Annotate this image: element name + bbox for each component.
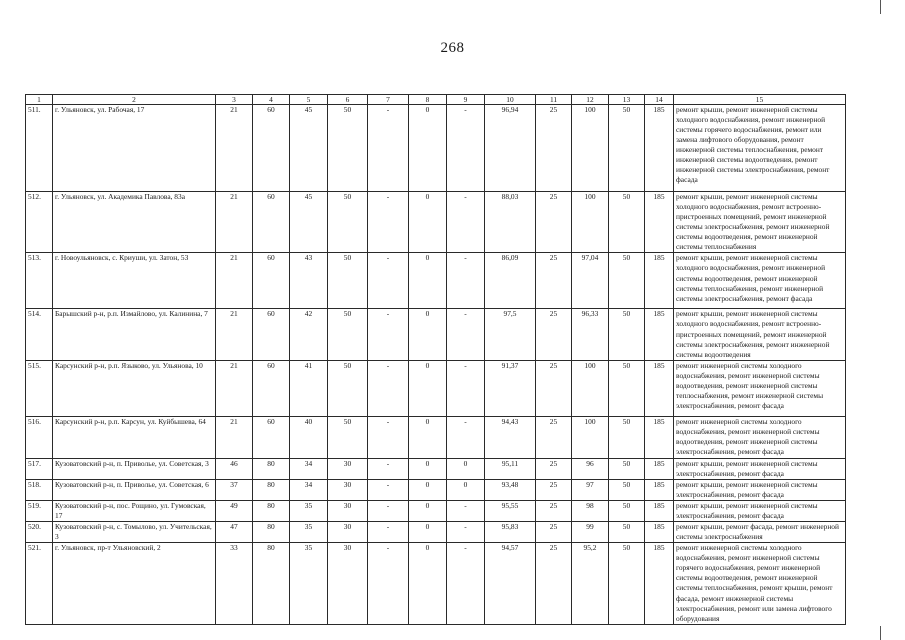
row-number: 515.	[26, 360, 53, 416]
value-cell: 45	[290, 192, 328, 253]
value-cell: 50	[609, 360, 645, 416]
value-cell: 50	[328, 309, 368, 360]
value-cell: 25	[536, 522, 572, 543]
scan-edge-mark	[880, 0, 881, 14]
value-cell: 35	[290, 522, 328, 543]
address-cell: Карсунский р-н, р.п. Языково, ул. Ульянова, 10	[53, 360, 216, 416]
works-cell: ремонт крыши, ремонт инженерной системы холодного водоснабжения, ремонт инженерной системы горячего водоснабжения, ремонт или замена лифтового оборудования, ремонт инженерной системы теплоснабжения, ремонт инженерной системы водоотведения, ремонт инженерной системы электроснабжения, ремонт фасада	[674, 105, 846, 192]
page-number: 268	[440, 40, 465, 56]
value-cell: 0	[409, 500, 447, 521]
value-cell: 25	[536, 105, 572, 192]
column-number-row	[26, 95, 846, 105]
value-cell: 30	[328, 522, 368, 543]
value-cell: 50	[328, 253, 368, 309]
value-cell: 96	[572, 458, 609, 479]
value-cell: 185	[645, 416, 674, 458]
address-cell: Кузоватовский р-н, п. Приволье, ул. Советская, 6	[53, 479, 216, 500]
value-cell: 0	[447, 479, 485, 500]
value-cell: 30	[328, 458, 368, 479]
value-cell: 97,04	[572, 253, 609, 309]
value-cell: 60	[253, 253, 290, 309]
table-row	[26, 543, 846, 625]
value-cell: -	[368, 479, 409, 500]
value-cell: 40	[290, 416, 328, 458]
value-cell: 25	[536, 416, 572, 458]
value-cell: 100	[572, 416, 609, 458]
value-cell: 50	[328, 192, 368, 253]
value-cell: 25	[536, 543, 572, 625]
value-cell: 42	[290, 309, 328, 360]
col-header: 15	[674, 95, 846, 105]
value-cell: 96,94	[485, 105, 536, 192]
value-cell: -	[447, 360, 485, 416]
value-cell: 93,48	[485, 479, 536, 500]
value-cell: 21	[216, 105, 253, 192]
value-cell: 0	[409, 105, 447, 192]
value-cell: 60	[253, 105, 290, 192]
value-cell: 95,2	[572, 543, 609, 625]
col-header: 4	[253, 95, 290, 105]
value-cell: 88,03	[485, 192, 536, 253]
row-number: 521.	[26, 543, 53, 625]
row-number: 513.	[26, 253, 53, 309]
value-cell: 30	[328, 500, 368, 521]
value-cell: 94,43	[485, 416, 536, 458]
address-cell: Кузоватовский р-н, пос. Рощино, ул. Гумовская, 17	[53, 500, 216, 521]
value-cell: -	[368, 543, 409, 625]
value-cell: 100	[572, 192, 609, 253]
address-cell: Барышский р-н, р.п. Измайлово, ул. Калинина, 7	[53, 309, 216, 360]
value-cell: 94,57	[485, 543, 536, 625]
value-cell: 43	[290, 253, 328, 309]
works-cell: ремонт крыши, ремонт инженерной системы электроснабжения, ремонт фасада	[674, 479, 846, 500]
table-row	[26, 458, 846, 479]
row-number: 514.	[26, 309, 53, 360]
value-cell: 49	[216, 500, 253, 521]
col-header: 2	[53, 95, 216, 105]
works-cell: ремонт инженерной системы холодного водоснабжения, ремонт инженерной системы горячего водоснабжения, ремонт инженерной системы водоотведения, ремонт инженерной системы теплоснабжения, ремонт крыши, ремонт фасада, ремонт инженерной системы электроснабжения, ремонт или замена лифтового оборудования	[674, 543, 846, 625]
value-cell: 34	[290, 458, 328, 479]
row-number: 512.	[26, 192, 53, 253]
value-cell: 91,37	[485, 360, 536, 416]
row-number: 519.	[26, 500, 53, 521]
value-cell: 21	[216, 253, 253, 309]
value-cell: 60	[253, 309, 290, 360]
value-cell: 33	[216, 543, 253, 625]
value-cell: 50	[609, 416, 645, 458]
col-header: 11	[536, 95, 572, 105]
value-cell: 97	[572, 479, 609, 500]
value-cell: 100	[572, 105, 609, 192]
value-cell: 60	[253, 416, 290, 458]
value-cell: 185	[645, 479, 674, 500]
col-header: 3	[216, 95, 253, 105]
value-cell: 0	[409, 360, 447, 416]
value-cell: 46	[216, 458, 253, 479]
value-cell: -	[368, 105, 409, 192]
value-cell: 185	[645, 543, 674, 625]
table-row	[26, 522, 846, 543]
value-cell: 35	[290, 500, 328, 521]
value-cell: -	[368, 416, 409, 458]
table-row	[26, 479, 846, 500]
value-cell: 0	[409, 416, 447, 458]
table-row	[26, 309, 846, 360]
value-cell: 37	[216, 479, 253, 500]
value-cell: 34	[290, 479, 328, 500]
value-cell: -	[368, 500, 409, 521]
row-number: 511.	[26, 105, 53, 192]
value-cell: 25	[536, 458, 572, 479]
value-cell: -	[447, 253, 485, 309]
col-header: 1	[26, 95, 53, 105]
address-cell: Карсунский р-н, р.п. Карсун, ул. Куйбышева, 64	[53, 416, 216, 458]
table-row	[26, 253, 846, 309]
value-cell: 95,55	[485, 500, 536, 521]
table-body	[26, 95, 846, 625]
buildings-table	[25, 94, 846, 625]
value-cell: 21	[216, 360, 253, 416]
address-cell: г. Новоульяновск, с. Криуши, ул. Затон, 53	[53, 253, 216, 309]
value-cell: 98	[572, 500, 609, 521]
value-cell: 35	[290, 543, 328, 625]
value-cell: 185	[645, 458, 674, 479]
col-header: 6	[328, 95, 368, 105]
value-cell: 30	[328, 543, 368, 625]
value-cell: 21	[216, 192, 253, 253]
value-cell: 60	[253, 192, 290, 253]
address-cell: Кузоватовский р-н, п. Приволье, ул. Советская, 3	[53, 458, 216, 479]
value-cell: -	[368, 458, 409, 479]
value-cell: 50	[609, 500, 645, 521]
value-cell: 50	[609, 309, 645, 360]
value-cell: 50	[328, 105, 368, 192]
table-row	[26, 192, 846, 253]
value-cell: 25	[536, 253, 572, 309]
value-cell: 0	[409, 309, 447, 360]
value-cell: 30	[328, 479, 368, 500]
value-cell: -	[447, 522, 485, 543]
value-cell: 95,83	[485, 522, 536, 543]
value-cell: 25	[536, 309, 572, 360]
value-cell: -	[368, 192, 409, 253]
address-cell: г. Ульяновск, пр-т Ульяновский, 2	[53, 543, 216, 625]
value-cell: -	[368, 309, 409, 360]
value-cell: 185	[645, 105, 674, 192]
value-cell: 50	[609, 253, 645, 309]
value-cell: 50	[609, 458, 645, 479]
works-cell: ремонт крыши, ремонт инженерной системы холодного водоснабжения, ремонт встроенно-пристроенных помещений, ремонт инженерной системы электроснабжения, ремонт инженерной системы водоотведения	[674, 309, 846, 360]
col-header: 7	[368, 95, 409, 105]
value-cell: 0	[409, 192, 447, 253]
value-cell: 25	[536, 360, 572, 416]
address-cell: г. Ульяновск, ул. Рабочая, 17	[53, 105, 216, 192]
scan-edge-mark	[880, 626, 881, 640]
works-cell: ремонт крыши, ремонт инженерной системы электроснабжения, ремонт фасада	[674, 458, 846, 479]
value-cell: 80	[253, 500, 290, 521]
address-cell: Кузоватовский р-н, с. Томылово, ул. Учительская, 3	[53, 522, 216, 543]
value-cell: 47	[216, 522, 253, 543]
value-cell: -	[447, 192, 485, 253]
value-cell: 99	[572, 522, 609, 543]
works-cell: ремонт крыши, ремонт фасада, ремонт инженерной системы электроснабжения	[674, 522, 846, 543]
row-number: 516.	[26, 416, 53, 458]
value-cell: 0	[409, 253, 447, 309]
col-header: 9	[447, 95, 485, 105]
value-cell: 185	[645, 253, 674, 309]
row-number: 517.	[26, 458, 53, 479]
value-cell: 185	[645, 309, 674, 360]
col-header: 12	[572, 95, 609, 105]
table-row	[26, 105, 846, 192]
value-cell: 50	[328, 416, 368, 458]
works-cell: ремонт крыши, ремонт инженерной системы электроснабжения, ремонт фасада	[674, 500, 846, 521]
value-cell: 80	[253, 543, 290, 625]
value-cell: 0	[409, 479, 447, 500]
value-cell: -	[368, 360, 409, 416]
value-cell: 97,5	[485, 309, 536, 360]
value-cell: 0	[447, 458, 485, 479]
col-header: 14	[645, 95, 674, 105]
works-cell: ремонт крыши, ремонт инженерной системы холодного водоснабжения, ремонт встроенно-пристроенных помещений, ремонт инженерной системы электроснабжения, ремонт инженерной системы водоотведения, ремонт инженерной системы теплоснабжения	[674, 192, 846, 253]
value-cell: -	[447, 105, 485, 192]
value-cell: 21	[216, 309, 253, 360]
value-cell: 80	[253, 479, 290, 500]
value-cell: 0	[409, 458, 447, 479]
value-cell: 50	[609, 479, 645, 500]
col-header: 8	[409, 95, 447, 105]
col-header: 5	[290, 95, 328, 105]
value-cell: -	[368, 253, 409, 309]
row-number: 520.	[26, 522, 53, 543]
value-cell: 50	[328, 360, 368, 416]
value-cell: 185	[645, 500, 674, 521]
works-cell: ремонт крыши, ремонт инженерной системы холодного водоснабжения, ремонт инженерной системы водоотведения, ремонт инженерной системы теплоснабжения, ремонт инженерной системы электроснабжения, ремонт фасада	[674, 253, 846, 309]
value-cell: 0	[409, 522, 447, 543]
table-row	[26, 360, 846, 416]
row-number: 518.	[26, 479, 53, 500]
value-cell: 100	[572, 360, 609, 416]
value-cell: 50	[609, 543, 645, 625]
value-cell: 45	[290, 105, 328, 192]
value-cell: -	[447, 500, 485, 521]
value-cell: -	[368, 522, 409, 543]
table-row	[26, 500, 846, 521]
value-cell: 0	[409, 543, 447, 625]
value-cell: 80	[253, 458, 290, 479]
value-cell: 50	[609, 105, 645, 192]
works-cell: ремонт инженерной системы холодного водоснабжения, ремонт инженерной системы водоотведения, ремонт инженерной системы теплоснабжения, ремонт инженерной системы электроснабжения, ремонт фасада	[674, 360, 846, 416]
value-cell: 80	[253, 522, 290, 543]
value-cell: 41	[290, 360, 328, 416]
table-row	[26, 416, 846, 458]
value-cell: 96,33	[572, 309, 609, 360]
value-cell: 185	[645, 522, 674, 543]
value-cell: 21	[216, 416, 253, 458]
value-cell: 25	[536, 500, 572, 521]
address-cell: г. Ульяновск, ул. Академика Павлова, 83а	[53, 192, 216, 253]
value-cell: 50	[609, 192, 645, 253]
value-cell: 25	[536, 479, 572, 500]
value-cell: -	[447, 309, 485, 360]
value-cell: -	[447, 543, 485, 625]
value-cell: 95,11	[485, 458, 536, 479]
value-cell: 86,09	[485, 253, 536, 309]
value-cell: 25	[536, 192, 572, 253]
value-cell: 60	[253, 360, 290, 416]
col-header: 10	[485, 95, 536, 105]
value-cell: -	[447, 416, 485, 458]
value-cell: 185	[645, 360, 674, 416]
value-cell: 185	[645, 192, 674, 253]
works-cell: ремонт инженерной системы холодного водоснабжения, ремонт инженерной системы водоотведения, ремонт инженерной системы электроснабжения, ремонт фасада	[674, 416, 846, 458]
value-cell: 50	[609, 522, 645, 543]
col-header: 13	[609, 95, 645, 105]
